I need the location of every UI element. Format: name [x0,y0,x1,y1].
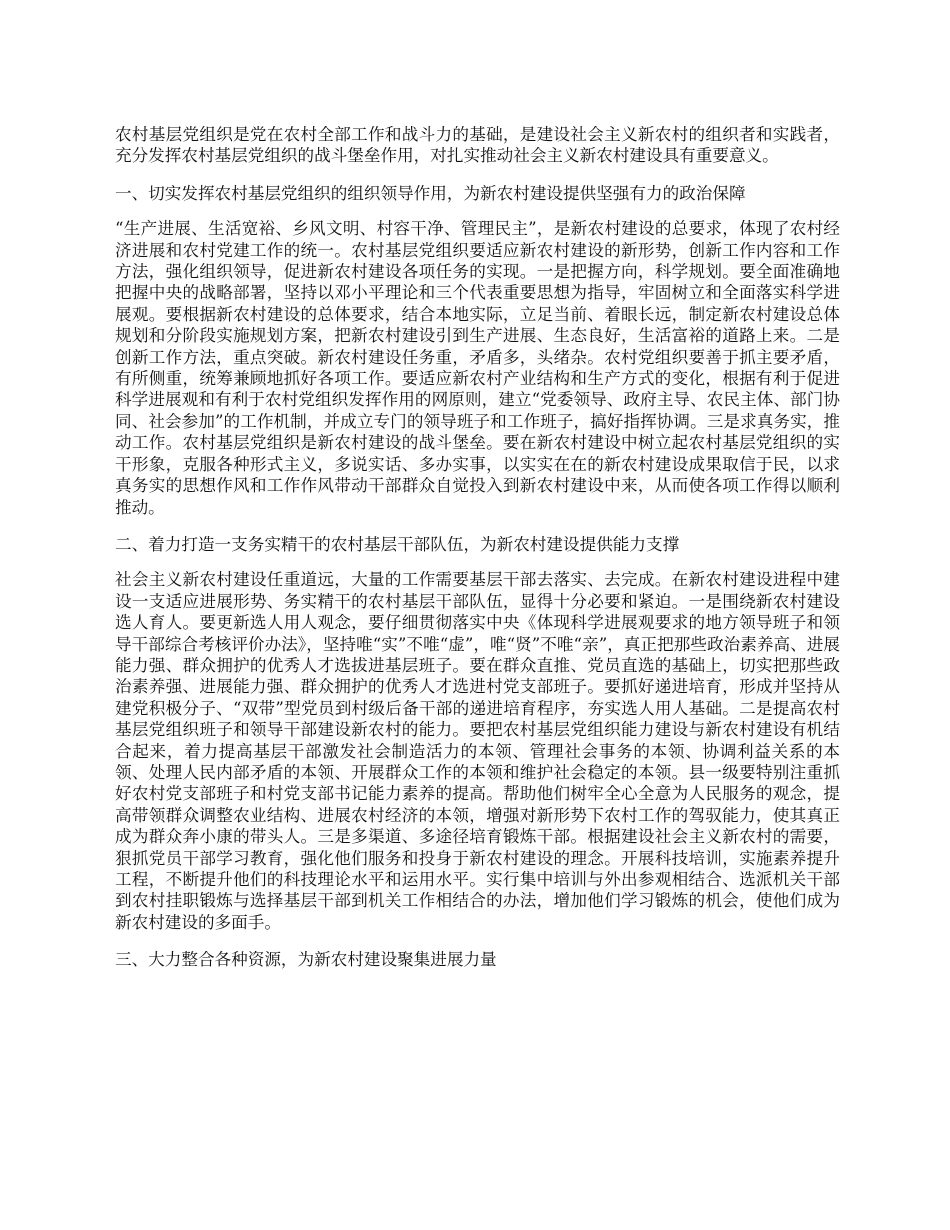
section-2-body: 社会主义新农村建设任重道远，大量的工作需要基层干部去落实、去完成。在新农村建设进程中建设一支适应进展形势、务实精干的农村基层干部队伍，显得十分必要和紧迫。一是围绕新农村建设选人育人。要更新选人用人观念，要仔细贯彻落实中央《体现科学进展观要求的地方领导班子和领导干部综合考核评价办法》，坚持唯“实”不唯“虚”，唯“贤”不唯“亲”，真正把那些政治素养高、进展能力强、群众拥护的优秀人才选拔进基层班子。要在群众直推、党员直选的基础上，切实把那些政治素养强、进展能力强、群众拥护的优秀人才选进村党支部班子。要抓好递进培育，形成并坚持从建党积极分子、“双带”型党员到村级后备干部的递进培育程序，夯实选人用人基础。二是提高农村基层党组织班子和领导干部建设新农村的能力。要把农村基层党组织能力建设与新农村建设有机结合起来，着力提高基层干部激发社会制造活力的本领、管理社会事务的本领、协调利益关系的本领、处理人民内部矛盾的本领、开展群众工作的本领和维护社会稳定的本领。县一级要特别注重抓好农村党支部班子和村党支部书记能力素养的提高。帮助他们树牢全心全意为人民服务的观念，提高带领群众调整农业结构、进展农村经济的本领，增强对新形势下农村工作的驾驭能力，使其真正成为群众奔小康的带头人。三是多渠道、多途径培育锻炼干部。根据建设社会主义新农村的需要，狠抓党员干部学习教育，强化他们服务和投身于新农村建设的理念。开展科技培训，实施素养提升工程，不断提升他们的科技理论水平和运用水平。实行集中培训与外出参观相结合、选派机关干部到农村挂职锻炼与选择基层干部到机关工作相结合的办法，增加他们学习锻炼的机会，使他们成为新农村建设的多面手。 [115,570,840,932]
document-page [115,124,840,985]
section-1-heading: 一、切实发挥农村基层党组织的组织领导作用，为新农村建设提供坚强有力的政治保障 [115,183,746,203]
section-2-heading: 二、着力打造一支务实精干的农村基层干部队伍，为新农村建设提供能力支撑 [115,534,680,554]
section-3-heading: 三、大力整合各种资源，为新农村建设聚集进展力量 [115,950,497,970]
section-1-body: “生产进展、生活宽裕、乡风文明、村容干净、管理民主”，是新农村建设的总要求，体现了农村经济进展和农村党建工作的统一。农村基层党组织要适应新农村建设的新形势，创新工作内容和工作方法，强化组织领导，促进新农村建设各项任务的实现。一是把握方向，科学规划。要全面准确地把握中央的战略部署，坚持以邓小平理论和三个代表重要思想为指导，牢固树立和全面落实科学进展观。要根据新农村建设的总体要求，结合本地实际，立足当前、着眼长远，制定新农村建设总体规划和分阶段实施规划方案，把新农村建设引到生产进展、生态良好，生活富裕的道路上来。二是创新工作方法，重点突破。新农村建设任务重，矛盾多，头绪杂。农村党组织要善于抓主要矛盾，有所侧重，统筹兼顾地抓好各项工作。要适应新农村产业结构和生产方式的变化，根据有利于促进科学进展观和有利于农村党组织发挥作用的网原则，建立“党委领导、政府主导、农民主体、部门协同、社会参加”的工作机制，并成立专门的领导班子和工作班子，搞好指挥协调。三是求真务实，推动工作。农村基层党组织是新农村建设的战斗堡垒。要在新农村建设中树立起农村基层党组织的实干形象，克服各种形式主义，多说实话、多办实事，以实实在在的新农村建设成果取信于民，以求真务实的思想作风和工作作风带动干部群众自觉投入到新农村建设中来，从而使各项工作得以顺利推动。 [115,219,840,517]
intro-paragraph: 农村基层党组织是党在农村全部工作和战斗力的基础，是建设社会主义新农村的组织者和实践者，充分发挥农村基层党组织的战斗堡垒作用，对扎实推动社会主义新农村建设具有重要意义。 [115,125,840,166]
